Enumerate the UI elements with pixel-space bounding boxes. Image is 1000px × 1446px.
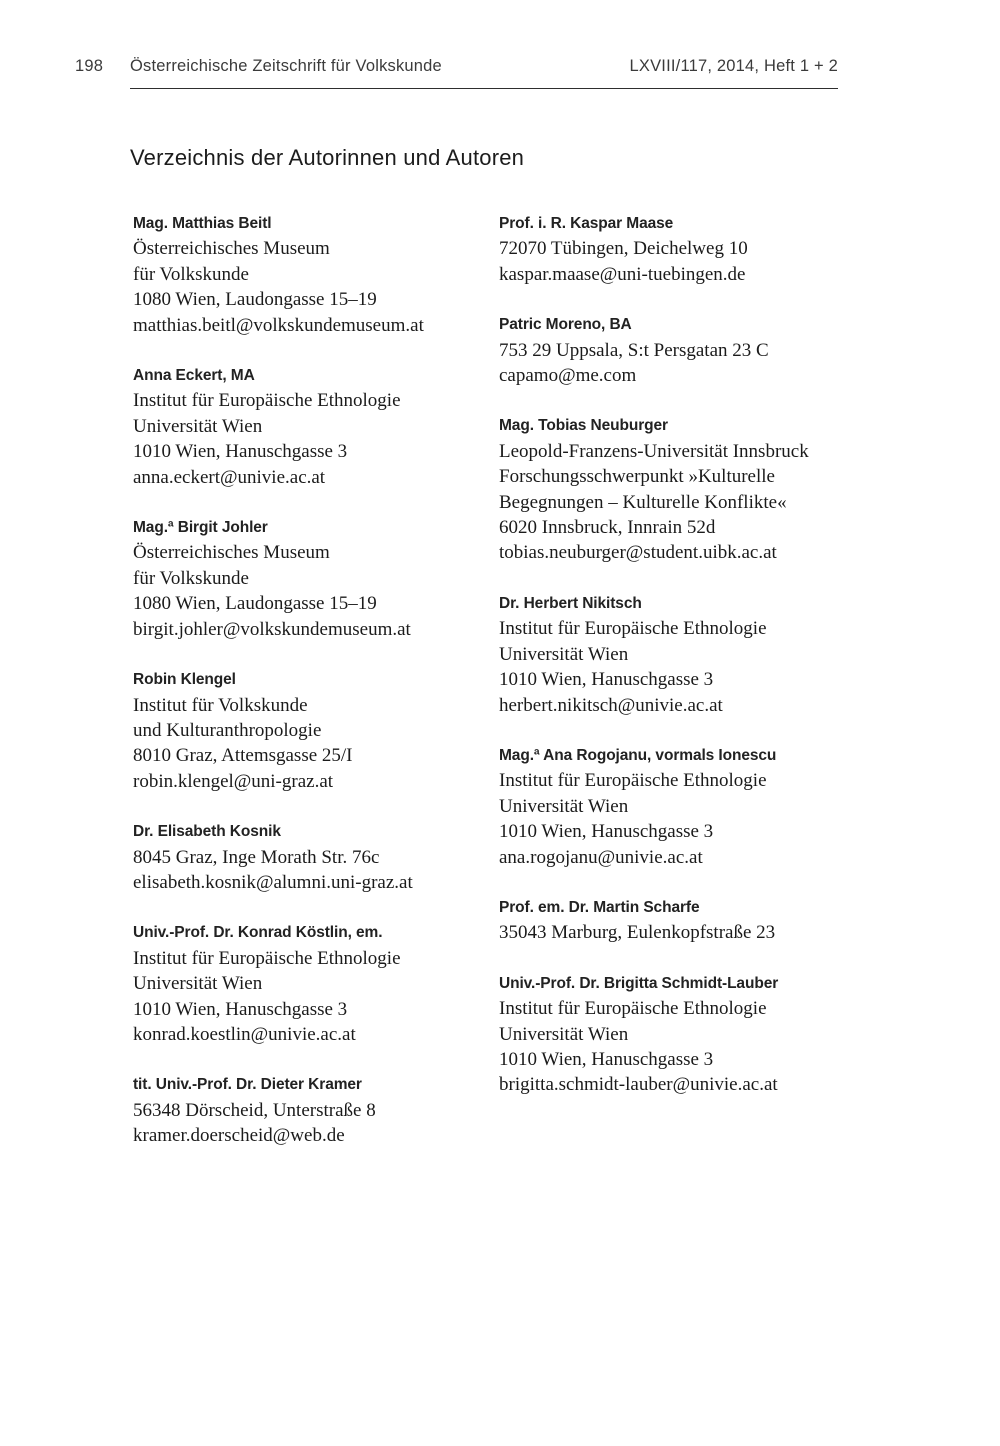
author-address <box>499 338 895 389</box>
author-name: Dr. Herbert Nikitsch <box>499 594 642 612</box>
issue-info: LXVIII/117, 2014, Heft 1 + 2 <box>629 57 838 75</box>
author-address <box>499 439 895 566</box>
author-address-line: Universität Wien <box>133 415 263 437</box>
author-address-line: 1010 Wien, Hanuschgasse 3 <box>133 998 348 1020</box>
author-name: Mag.ª Ana Rogojanu, vormals Ionescu <box>499 746 777 764</box>
author-address-line: 35043 Marburg, Eulenkopfstraße 23 <box>499 922 776 944</box>
author-address-line: 8045 Graz, Inge Morath Str. 76c <box>133 846 380 868</box>
author-email: birgit.johler@volkskundemuseum.at <box>133 618 411 640</box>
header-divider <box>130 88 838 89</box>
author-column-right <box>499 211 895 1174</box>
author-entry <box>499 591 895 718</box>
author-name: Prof. i. R. Kaspar Maase <box>499 215 674 232</box>
author-email: anna.eckert@univie.ac.at <box>133 466 326 488</box>
author-address-line: Institut für Volkskunde <box>133 694 308 716</box>
author-address-line: für Volkskunde <box>133 567 249 589</box>
author-name: Robin Klengel <box>133 671 236 689</box>
author-column-left <box>133 211 499 1174</box>
author-address <box>499 236 895 287</box>
author-email: kaspar.maase@uni-tuebingen.de <box>499 263 746 285</box>
author-name: Prof. em. Dr. Martin Scharfe <box>499 898 700 916</box>
author-address-line: Österreichisches Museum <box>133 542 330 564</box>
author-address <box>499 996 895 1098</box>
author-entry <box>499 971 895 1098</box>
author-address <box>499 768 895 870</box>
author-entry <box>133 667 499 794</box>
page-number: 198 <box>75 57 104 75</box>
author-name: Univ.-Prof. Dr. Brigitta Schmidt-Lauber <box>499 974 779 992</box>
author-email: capamo@me.com <box>499 365 637 387</box>
author-address-line: Institut für Europäische Ethnologie <box>133 390 401 412</box>
journal-title: Österreichische Zeitschrift für Volkskunde <box>130 57 442 75</box>
author-name: Anna Eckert, MA <box>133 367 255 385</box>
author-entry <box>499 743 895 870</box>
author-address-line: Österreichisches Museum <box>133 238 330 260</box>
author-address-line: Institut für Europäische Ethnologie <box>499 618 767 640</box>
author-address <box>133 540 499 642</box>
author-address <box>133 693 499 795</box>
author-address-line: Universität Wien <box>499 795 629 817</box>
author-name: Mag. Matthias Beitl <box>133 215 272 232</box>
author-entry <box>133 819 499 895</box>
author-email: tobias.neuburger@student.uibk.ac.at <box>499 542 777 564</box>
author-address <box>133 236 499 338</box>
author-address-line: 72070 Tübingen, Deichelweg 10 <box>499 238 748 260</box>
author-address-line: Universität Wien <box>499 643 629 665</box>
author-entry <box>133 515 499 642</box>
author-address-line: Institut für Europäische Ethnologie <box>499 770 767 792</box>
author-address-line: und Kulturanthropologie <box>133 719 322 741</box>
author-name: Mag. Tobias Neuburger <box>499 417 668 435</box>
author-address-line: Universität Wien <box>499 1023 629 1045</box>
author-address-line: 8010 Graz, Attemsgasse 25/I <box>133 745 353 767</box>
author-name: Dr. Elisabeth Kosnik <box>133 823 281 841</box>
author-entry <box>499 895 895 946</box>
author-address <box>499 616 895 718</box>
author-address-line: für Volkskunde <box>133 263 249 285</box>
author-address-line: 56348 Dörscheid, Unterstraße 8 <box>133 1099 376 1121</box>
author-address-line: Begegnungen – Kulturelle Konflikte« <box>499 491 787 513</box>
author-email: ana.rogojanu@univie.ac.at <box>499 846 703 868</box>
author-entry <box>133 363 499 490</box>
author-address <box>133 1098 499 1149</box>
author-entry <box>133 920 499 1047</box>
author-address <box>133 845 499 896</box>
author-email: konrad.koestlin@univie.ac.at <box>133 1023 356 1045</box>
author-address <box>133 946 499 1048</box>
author-address-line: 1010 Wien, Hanuschgasse 3 <box>133 441 348 463</box>
author-entry <box>499 413 895 565</box>
author-entry <box>133 211 499 338</box>
author-address-line: Institut für Europäische Ethnologie <box>499 998 767 1020</box>
author-address-line: 1010 Wien, Hanuschgasse 3 <box>499 821 714 843</box>
author-address-line: 753 29 Uppsala, S:t Persgatan 23 C <box>499 339 769 361</box>
author-email: elisabeth.kosnik@alumni.uni-graz.at <box>133 871 413 893</box>
author-name: tit. Univ.-Prof. Dr. Dieter Kramer <box>133 1076 362 1094</box>
author-address-line: Institut für Europäische Ethnologie <box>133 947 401 969</box>
author-name: Patric Moreno, BA <box>499 316 632 334</box>
author-email: robin.klengel@uni-graz.at <box>133 770 334 792</box>
author-name: Mag.ª Birgit Johler <box>133 519 268 537</box>
author-email: brigitta.schmidt-lauber@univie.ac.at <box>499 1074 778 1096</box>
author-address <box>499 920 895 945</box>
author-email: herbert.nikitsch@univie.ac.at <box>499 694 723 716</box>
author-entry <box>133 1072 499 1148</box>
page-title: Verzeichnis der Autorinnen und Autoren <box>130 144 525 170</box>
author-entry <box>499 312 895 388</box>
author-address-line: Universität Wien <box>133 973 263 995</box>
author-email: matthias.beitl@volkskundemuseum.at <box>133 314 424 336</box>
author-address-line: 1080 Wien, Laudongasse 15–19 <box>133 593 377 615</box>
author-address-line: Leopold-Franzens-Universität Innsbruck <box>499 440 809 462</box>
author-email: kramer.doerscheid@web.de <box>133 1125 345 1147</box>
author-address-line: 1010 Wien, Hanuschgasse 3 <box>499 669 714 691</box>
author-name: Univ.-Prof. Dr. Konrad Köstlin, em. <box>133 924 383 942</box>
author-address <box>133 388 499 490</box>
author-address-line: 1010 Wien, Hanuschgasse 3 <box>499 1048 714 1070</box>
author-address-line: 6020 Innsbruck, Innrain 52d <box>499 517 716 539</box>
author-address-line: Forschungsschwerpunkt »Kulturelle <box>499 466 775 488</box>
author-address-line: 1080 Wien, Laudongasse 15–19 <box>133 289 377 311</box>
author-directory <box>133 211 895 1174</box>
author-entry <box>499 211 895 287</box>
